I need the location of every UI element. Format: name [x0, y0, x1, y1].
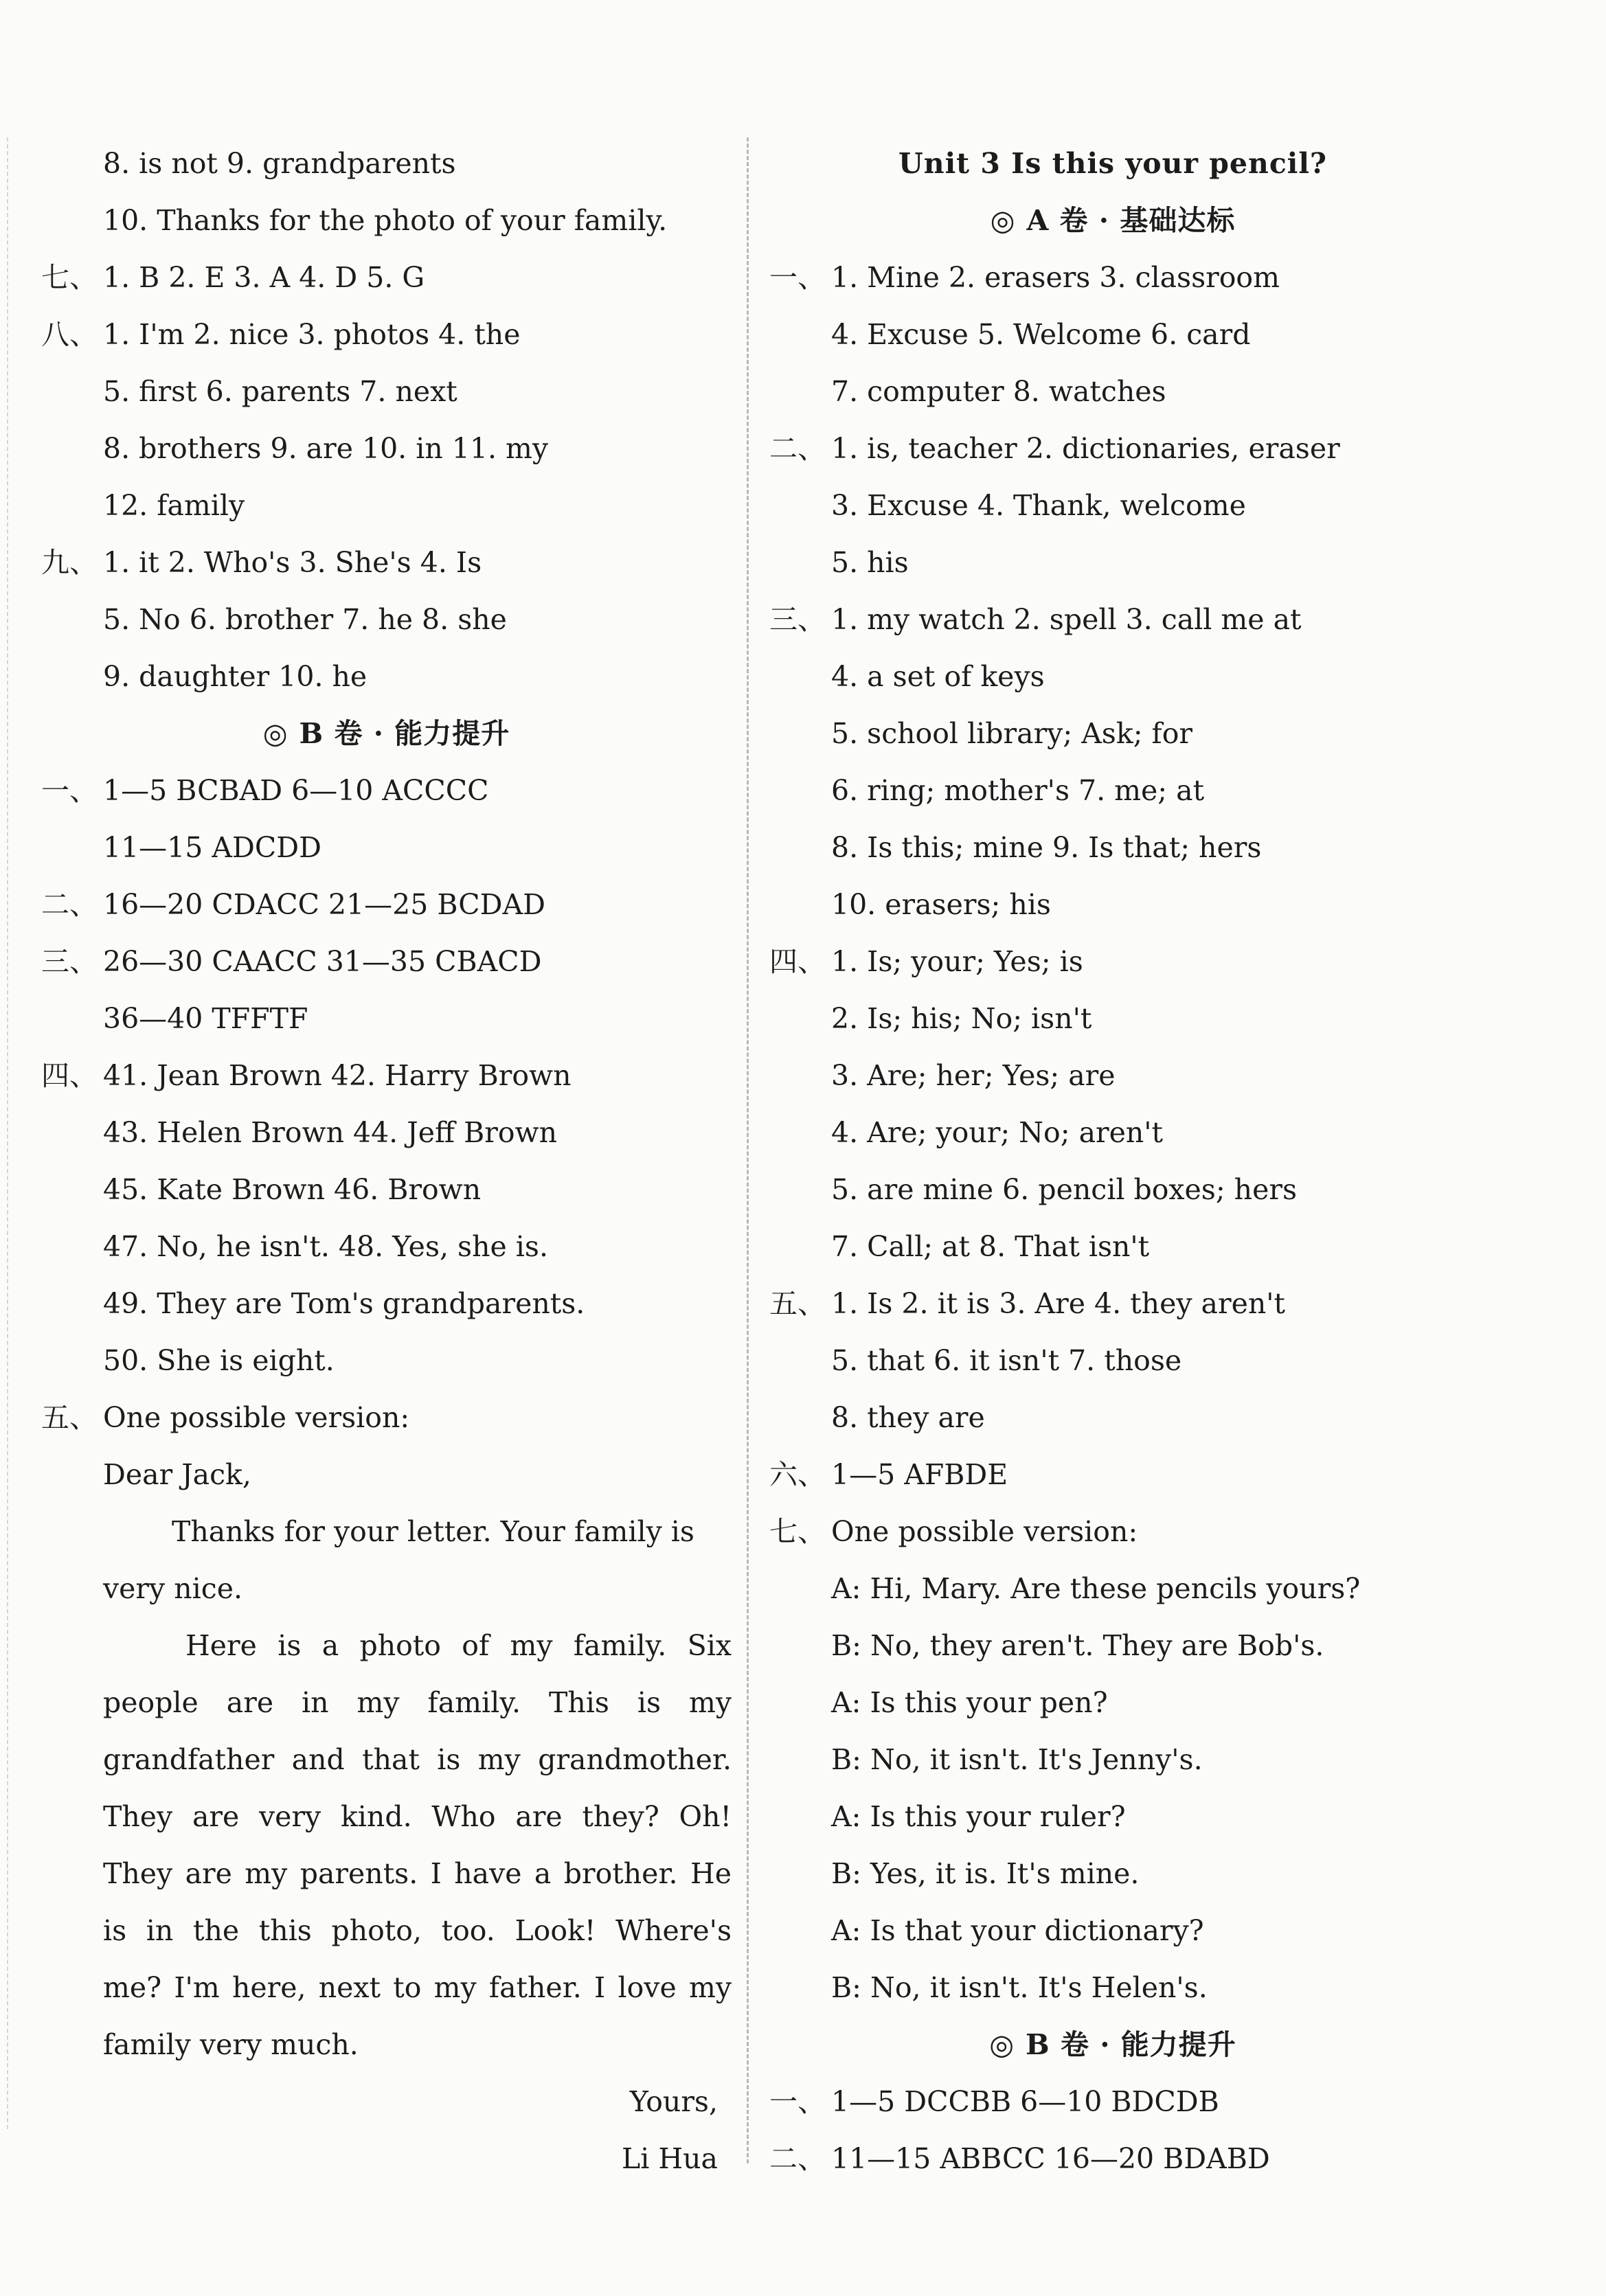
b-section-5	[41, 1389, 732, 1446]
section-number: 一、	[769, 261, 826, 294]
answer-line: 4. Are; your; No; aren't	[831, 1116, 1164, 1149]
letter-signature: Li Hua	[622, 2142, 718, 2175]
answer-line: 10. Thanks for the photo of your family.	[103, 204, 668, 237]
right-column	[769, 135, 1456, 2187]
left-column	[41, 135, 732, 2187]
answer-line: 45. Kate Brown 46. Brown	[103, 1173, 482, 1206]
section-number: 一、	[41, 774, 98, 807]
answer-line: 47. No, he isn't. 48. Yes, she is.	[103, 1230, 548, 1263]
section-heading-b	[769, 2016, 1456, 2073]
b-section-2	[41, 876, 732, 933]
answer-line: 4. Excuse 5. Welcome 6. card	[831, 318, 1251, 351]
answer-line: 8. brothers 9. are 10. in 11. my	[103, 432, 549, 465]
answer-text: 1. my watch 2. spell 3. call me at	[831, 603, 1302, 636]
answer-text: 1. Is 2. it is 3. Are 4. they aren't	[831, 1287, 1285, 1320]
dialog-line: A: Is this your pen?	[831, 1686, 1108, 1719]
a-section-6	[769, 1446, 1456, 1503]
answer-line: 49. They are Tom's grandparents.	[103, 1287, 585, 1320]
section-number: 二、	[41, 888, 98, 921]
dialog-line: B: Yes, it is. It's mine.	[831, 1857, 1140, 1890]
answer-line: 5. first 6. parents 7. next	[103, 375, 457, 408]
a-section-2	[769, 420, 1456, 477]
section-7	[41, 249, 732, 306]
section-number: 七、	[769, 1515, 826, 1548]
section-number: 一、	[769, 2085, 826, 2118]
a-section-4	[769, 933, 1456, 990]
answer-line: 43. Helen Brown 44. Jeff Brown	[103, 1116, 558, 1149]
answer-line: 3. Are; her; Yes; are	[831, 1059, 1116, 1092]
answer-line: 5. No 6. brother 7. he 8. she	[103, 603, 507, 636]
dialog-line: B: No, they aren't. They are Bob's.	[831, 1629, 1324, 1662]
answer-line: 50. She is eight.	[103, 1344, 335, 1377]
answer-line: 12. family	[103, 489, 245, 522]
letter-line: They are my parents. I have a brother. He	[103, 1857, 732, 1890]
answer-line: 5. his	[831, 546, 909, 579]
heading-text: B 卷 · 能力提升	[1026, 2028, 1236, 2061]
heading-text: B 卷 · 能力提升	[299, 717, 510, 750]
a-section-5	[769, 1275, 1456, 1332]
letter-line: very nice.	[103, 1572, 242, 1605]
b-section-1	[769, 2073, 1456, 2130]
section-number: 八、	[41, 318, 98, 351]
answer-line: 5. school library; Ask; for	[831, 717, 1192, 750]
dialog-line: B: No, it isn't. It's Helen's.	[831, 1971, 1208, 2004]
letter-line: They are very kind. Who are they? Oh!	[103, 1800, 732, 1833]
column-divider	[747, 137, 749, 2163]
section-number: 五、	[769, 1287, 826, 1320]
a-section-3	[769, 591, 1456, 648]
dialog-line: A: Is that your dictionary?	[831, 1914, 1204, 1947]
answer-text: 41. Jean Brown 42. Harry Brown	[103, 1059, 572, 1092]
answer-line: 9. daughter 10. he	[103, 660, 367, 693]
letter-line: Thanks for your letter. Your family is	[172, 1515, 694, 1548]
section-heading-b	[41, 705, 732, 762]
answer-text: 1. is, teacher 2. dictionaries, eraser	[831, 432, 1340, 465]
answer-text: One possible version:	[831, 1515, 1138, 1548]
section-number: 三、	[41, 945, 98, 978]
answer-line: 6. ring; mother's 7. me; at	[831, 774, 1205, 807]
section-8	[41, 306, 732, 363]
answer-text: 1. Mine 2. erasers 3. classroom	[831, 261, 1280, 294]
letter-line: Here is a photo of my family. Six	[185, 1629, 732, 1662]
ring-icon: ◎	[262, 717, 289, 750]
ring-icon: ◎	[989, 2028, 1015, 2061]
letter-closing: Yours,	[629, 2085, 718, 2118]
section-number: 四、	[41, 1059, 98, 1092]
answer-line: 4. a set of keys	[831, 660, 1045, 693]
answer-text: 1. it 2. Who's 3. She's 4. Is	[103, 546, 482, 579]
section-number: 四、	[769, 945, 826, 978]
b-section-3	[41, 933, 732, 990]
a-section-7	[769, 1503, 1456, 1560]
answer-line: 8. they are	[831, 1401, 985, 1434]
ring-icon: ◎	[990, 204, 1016, 237]
answer-text: 1—5 BCBAD 6—10 ACCCC	[103, 774, 489, 807]
section-9	[41, 534, 732, 591]
answer-text: 16—20 CDACC 21—25 BCDAD	[103, 888, 545, 921]
section-number: 三、	[769, 603, 826, 636]
letter-line: grandfather and that is my grandmother.	[103, 1743, 732, 1776]
section-number: 五、	[41, 1401, 98, 1434]
answer-line: 2. Is; his; No; isn't	[831, 1002, 1092, 1035]
answer-line: 8. is not 9. grandparents	[103, 147, 456, 180]
dialog-line: A: Is this your ruler?	[831, 1800, 1126, 1833]
answer-line: 36—40 TFFTF	[103, 1002, 308, 1035]
section-number: 六、	[769, 1458, 826, 1491]
answer-text: 1. I'm 2. nice 3. photos 4. the	[103, 318, 521, 351]
answer-line: 8. Is this; mine 9. Is that; hers	[831, 831, 1262, 864]
dialog-line: B: No, it isn't. It's Jenny's.	[831, 1743, 1203, 1776]
section-number: 二、	[769, 2142, 826, 2175]
answer-text: 11—15 ABBCC 16—20 BDABD	[831, 2142, 1270, 2175]
answer-text: 1—5 AFBDE	[831, 1458, 1008, 1491]
answer-line: 3. Excuse 4. Thank, welcome	[831, 489, 1246, 522]
letter-greeting: Dear Jack,	[103, 1458, 251, 1491]
answer-line: 10. erasers; his	[831, 888, 1051, 921]
a-section-1	[769, 249, 1456, 306]
unit-title: Unit 3 Is this your pencil?	[898, 147, 1327, 180]
heading-text: A 卷 · 基础达标	[1026, 204, 1236, 237]
answer-line: 5. are mine 6. pencil boxes; hers	[831, 1173, 1297, 1206]
letter-line: me? I'm here, next to my father. I love my	[103, 1971, 732, 2004]
letter-line: is in the this photo, too. Look! Where's	[103, 1914, 732, 1947]
answer-text: 1. Is; your; Yes; is	[831, 945, 1083, 978]
answer-line: 7. computer 8. watches	[831, 375, 1166, 408]
b-section-2	[769, 2130, 1456, 2187]
answer-text: 1. B 2. E 3. A 4. D 5. G	[103, 261, 425, 294]
answer-text: 1—5 DCCBB 6—10 BDCDB	[831, 2085, 1219, 2118]
dialog-line: A: Hi, Mary. Are these pencils yours?	[831, 1572, 1361, 1605]
answer-text: One possible version:	[103, 1401, 410, 1434]
b-section-4	[41, 1047, 732, 1104]
answer-line: 11—15 ADCDD	[103, 831, 321, 864]
answer-line: 7. Call; at 8. That isn't	[831, 1230, 1150, 1263]
section-number: 七、	[41, 261, 98, 294]
letter-line: people are in my family. This is my	[103, 1686, 732, 1719]
section-number: 二、	[769, 432, 826, 465]
answer-text: 26—30 CAACC 31—35 CBACD	[103, 945, 542, 978]
letter-line: family very much.	[103, 2028, 359, 2061]
binding-edge-line	[7, 137, 8, 2129]
section-number: 九、	[41, 546, 98, 579]
b-section-1	[41, 762, 732, 819]
section-heading-a	[769, 192, 1456, 249]
answer-line: 5. that 6. it isn't 7. those	[831, 1344, 1182, 1377]
